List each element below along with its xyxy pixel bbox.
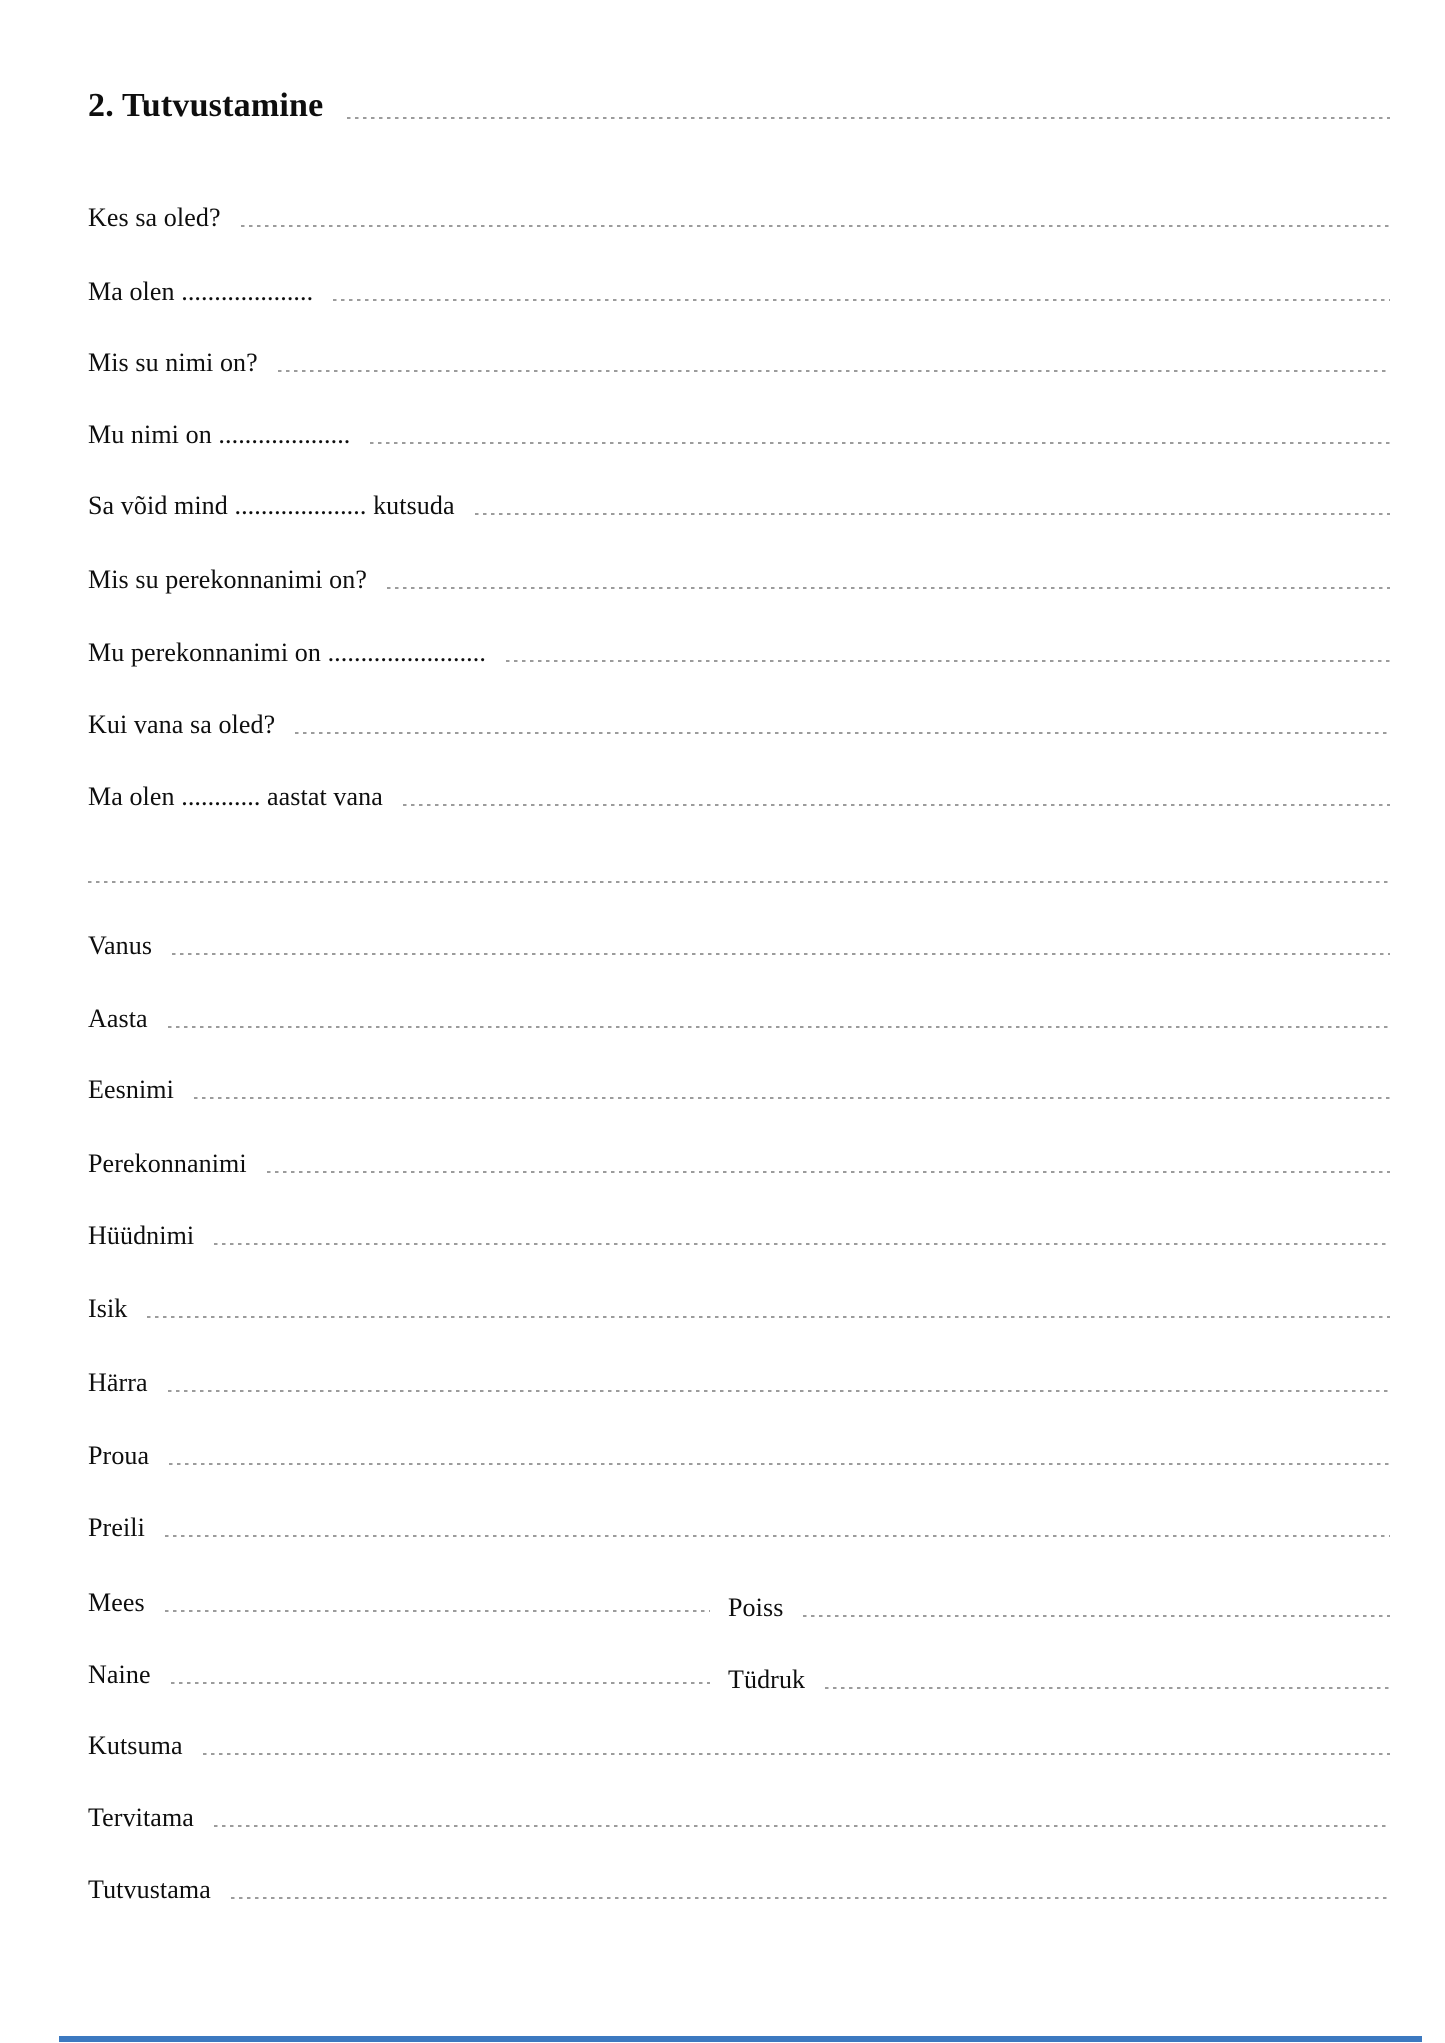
title-row (88, 84, 1390, 128)
dotted-answer-line (168, 1026, 1390, 1028)
vocab-label: Proua (88, 1441, 150, 1470)
vocab-label: Tervitama (88, 1803, 194, 1832)
vocab-row (88, 1366, 1390, 1400)
phrase-row (88, 346, 1390, 380)
phrase-label: Ma olen .................... (88, 277, 314, 306)
vocab-label: Härra (88, 1368, 148, 1397)
vocab-row (88, 1147, 1390, 1181)
vocab-row (88, 1801, 1390, 1835)
vocab-pair-row (88, 1586, 1390, 1620)
vocab-label: Isik (88, 1294, 128, 1323)
page-title: 2. Tutvustamine (88, 87, 324, 124)
vocab-row (88, 1219, 1390, 1253)
dotted-answer-line (370, 442, 1390, 444)
dotted-answer-line (172, 953, 1390, 955)
dotted-answer-line (194, 1097, 1390, 1099)
dotted-answer-line (168, 1390, 1390, 1392)
vocab-label: Hüüdnimi (88, 1221, 195, 1250)
vocab-row (88, 1729, 1390, 1763)
vocab-label: Vanus (88, 931, 153, 960)
vocab-label: Tutvustama (88, 1875, 211, 1904)
dotted-answer-line (169, 1463, 1390, 1465)
vocab-label: Mees (88, 1588, 145, 1617)
vocab-row (88, 1439, 1390, 1473)
phrase-label: Mis su nimi on? (88, 348, 258, 377)
dotted-answer-line (803, 1615, 1390, 1617)
phrase-label: Mu nimi on .................... (88, 420, 351, 449)
phrase-row (88, 418, 1390, 452)
dotted-answer-line (147, 1316, 1390, 1318)
phrase-label: Kui vana sa oled? (88, 710, 276, 739)
phrase-row (88, 201, 1390, 235)
dotted-answer-line (825, 1687, 1390, 1689)
vocab-pair-row (88, 1658, 1390, 1692)
vocab-row (88, 1511, 1390, 1545)
phrase-label: Ma olen ............ aastat vana (88, 782, 383, 811)
dotted-answer-line (165, 1610, 710, 1612)
dotted-answer-line (214, 1825, 1390, 1827)
empty-answer-line (88, 881, 1388, 883)
phrase-row (88, 489, 1390, 523)
vocab-row (88, 1292, 1390, 1326)
footer-rule (59, 2036, 1422, 2042)
dotted-answer-line (295, 732, 1390, 734)
dotted-answer-line (506, 660, 1390, 662)
vocab-label: Eesnimi (88, 1075, 174, 1104)
vocab-label: Kutsuma (88, 1731, 183, 1760)
phrase-row (88, 708, 1390, 742)
dotted-answer-line (241, 225, 1390, 227)
vocab-label: Aasta (88, 1004, 148, 1033)
dotted-answer-line (231, 1897, 1390, 1899)
vocab-row (88, 929, 1390, 963)
dotted-answer-line (203, 1753, 1390, 1755)
vocab-row (88, 1002, 1390, 1036)
vocab-label: Preili (88, 1513, 145, 1542)
phrase-label: Sa võid mind .................... kutsuda (88, 491, 455, 520)
dotted-answer-line (475, 513, 1390, 515)
vocab-label: Poiss (728, 1593, 784, 1622)
dotted-answer-line (267, 1171, 1390, 1173)
dotted-answer-line (165, 1535, 1390, 1537)
dotted-answer-line (333, 299, 1390, 301)
phrase-label: Kes sa oled? (88, 203, 221, 232)
phrase-label: Mu perekonnanimi on ........................ (88, 638, 486, 667)
dotted-answer-line (387, 587, 1390, 589)
vocab-pair-left (88, 1586, 710, 1620)
phrase-row (88, 275, 1390, 309)
dotted-answer-line (171, 1682, 710, 1684)
vocab-label: Perekonnanimi (88, 1149, 247, 1178)
vocab-row (88, 1073, 1390, 1107)
vocab-pair-right (728, 1663, 1390, 1697)
vocab-label: Tüdruk (728, 1665, 806, 1694)
phrase-row (88, 780, 1390, 814)
vocab-label: Naine (88, 1660, 151, 1689)
phrase-row (88, 563, 1390, 597)
phrase-label: Mis su perekonnanimi on? (88, 565, 367, 594)
vocab-pair-right (728, 1591, 1390, 1625)
title-dotted-line (347, 117, 1390, 119)
vocab-pair-left (88, 1658, 710, 1692)
dotted-answer-line (214, 1243, 1390, 1245)
vocab-row (88, 1873, 1390, 1907)
dotted-answer-line (403, 804, 1390, 806)
phrase-row (88, 636, 1390, 670)
dotted-answer-line (278, 370, 1390, 372)
